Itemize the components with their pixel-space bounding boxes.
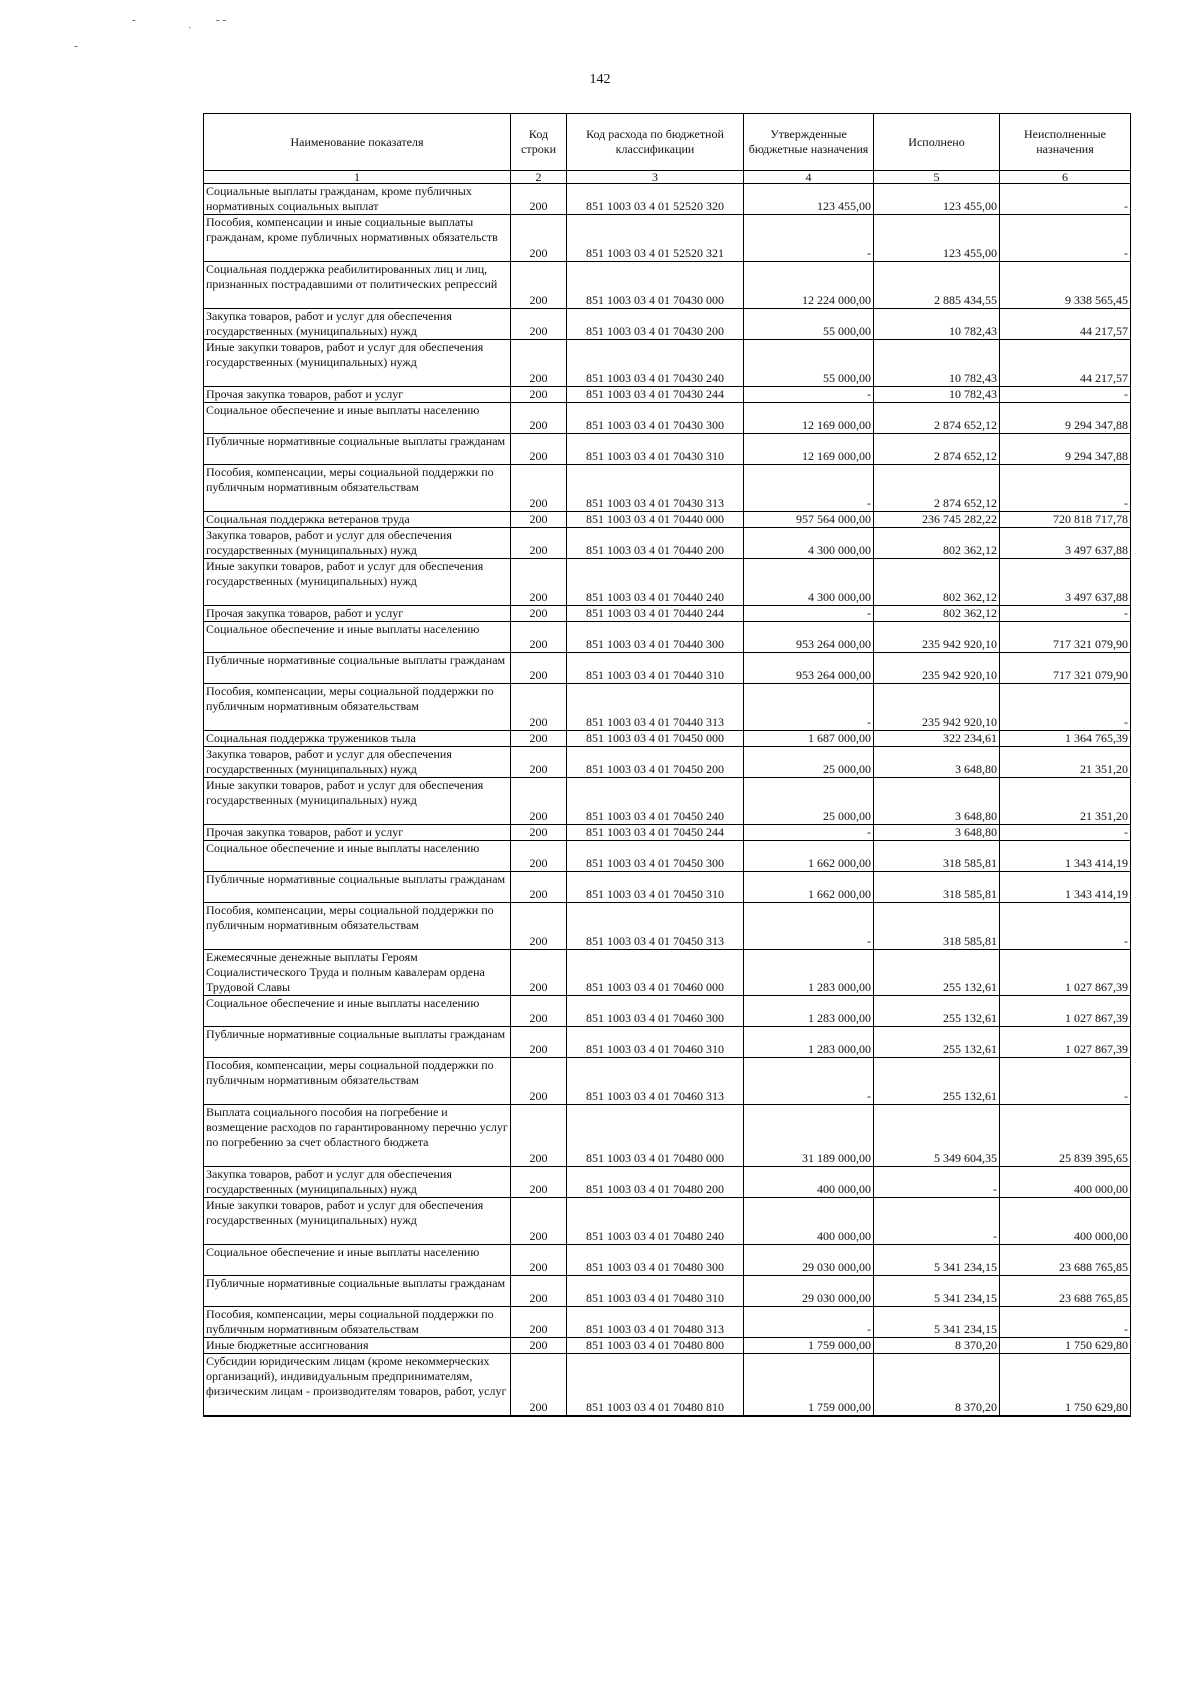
table-row: [204, 528, 1131, 559]
row-classification-cell: 851 1003 03 4 01 70440 200: [567, 528, 744, 559]
page-number: 142: [589, 72, 611, 87]
row-code-cell: 200: [511, 1245, 567, 1276]
table-row: [204, 903, 1131, 950]
row-code-cell: 200: [511, 215, 567, 262]
table-row: [204, 825, 1131, 841]
row-classification-cell: 851 1003 03 4 01 70440 244: [567, 606, 744, 622]
row-executed-cell: 5 341 234,15: [874, 1276, 1000, 1307]
row-code-cell: 200: [511, 1338, 567, 1354]
table-row: [204, 1245, 1131, 1276]
row-name-cell: Пособия, компенсации и иные социальные выплаты гражданам, кроме публичных нормативных обязательств: [204, 215, 511, 262]
row-unexecuted-cell: -: [1000, 387, 1131, 403]
scan-artifact-mark: ˎ: [188, 17, 192, 29]
row-executed-cell: 5 341 234,15: [874, 1307, 1000, 1338]
row-code-cell: 200: [511, 340, 567, 387]
row-unexecuted-cell: 9 294 347,88: [1000, 434, 1131, 465]
row-unexecuted-cell: 717 321 079,90: [1000, 653, 1131, 684]
row-name-cell: Прочая закупка товаров, работ и услуг: [204, 387, 511, 403]
row-approved-cell: 123 455,00: [744, 184, 874, 215]
row-code-cell: 200: [511, 825, 567, 841]
table-row: [204, 465, 1131, 512]
row-approved-cell: 1 283 000,00: [744, 1027, 874, 1058]
row-executed-cell: 318 585,81: [874, 841, 1000, 872]
table-row: [204, 841, 1131, 872]
row-unexecuted-cell: 1 343 414,19: [1000, 841, 1131, 872]
row-unexecuted-cell: -: [1000, 1307, 1131, 1338]
row-name-cell: Выплата социального пособия на погребение и возмещение расходов по гарантированному перечню услуг по погребению за счет областного бюджета: [204, 1105, 511, 1167]
table-row: [204, 996, 1131, 1027]
row-classification-cell: 851 1003 03 4 01 70460 300: [567, 996, 744, 1027]
row-approved-cell: 31 189 000,00: [744, 1105, 874, 1167]
row-executed-cell: 5 341 234,15: [874, 1245, 1000, 1276]
row-name-cell: Иные закупки товаров, работ и услуг для обеспечения государственных (муниципальных) нужд: [204, 778, 511, 825]
row-executed-cell: 8 370,20: [874, 1354, 1000, 1416]
row-approved-cell: 4 300 000,00: [744, 528, 874, 559]
row-unexecuted-cell: 1 364 765,39: [1000, 731, 1131, 747]
row-code-cell: 200: [511, 622, 567, 653]
row-approved-cell: 400 000,00: [744, 1198, 874, 1245]
row-executed-cell: 2 885 434,55: [874, 262, 1000, 309]
row-name-cell: Пособия, компенсации, меры социальной поддержки по публичным нормативным обязательствам: [204, 1058, 511, 1105]
row-code-cell: 200: [511, 1105, 567, 1167]
row-classification-cell: 851 1003 03 4 01 70440 000: [567, 512, 744, 528]
row-approved-cell: 29 030 000,00: [744, 1276, 874, 1307]
row-approved-cell: 25 000,00: [744, 778, 874, 825]
row-unexecuted-cell: 400 000,00: [1000, 1198, 1131, 1245]
row-name-cell: Иные закупки товаров, работ и услуг для обеспечения государственных (муниципальных) нужд: [204, 340, 511, 387]
row-name-cell: Социальная поддержка ветеранов труда: [204, 512, 511, 528]
table-row: [204, 512, 1131, 528]
row-code-cell: 200: [511, 528, 567, 559]
row-code-cell: 200: [511, 731, 567, 747]
row-classification-cell: 851 1003 03 4 01 70430 240: [567, 340, 744, 387]
row-classification-cell: 851 1003 03 4 01 70480 810: [567, 1354, 744, 1416]
row-executed-cell: 10 782,43: [874, 387, 1000, 403]
row-code-cell: 200: [511, 950, 567, 996]
row-executed-cell: 318 585,81: [874, 872, 1000, 903]
row-classification-cell: 851 1003 03 4 01 70450 000: [567, 731, 744, 747]
table-row: [204, 1276, 1131, 1307]
row-executed-cell: 10 782,43: [874, 309, 1000, 340]
row-approved-cell: 55 000,00: [744, 340, 874, 387]
row-classification-cell: 851 1003 03 4 01 70430 244: [567, 387, 744, 403]
row-name-cell: Пособия, компенсации, меры социальной поддержки по публичным нормативным обязательствам: [204, 903, 511, 950]
row-classification-cell: 851 1003 03 4 01 70460 310: [567, 1027, 744, 1058]
row-executed-cell: 123 455,00: [874, 215, 1000, 262]
table-row: [204, 950, 1131, 996]
row-code-cell: 200: [511, 1058, 567, 1105]
table-row: [204, 215, 1131, 262]
row-approved-cell: 1 283 000,00: [744, 950, 874, 996]
row-approved-cell: 12 169 000,00: [744, 434, 874, 465]
row-executed-cell: 235 942 920,10: [874, 684, 1000, 731]
table-row: [204, 434, 1131, 465]
table-row: [204, 1105, 1131, 1167]
row-name-cell: Пособия, компенсации, меры социальной поддержки по публичным нормативным обязательствам: [204, 684, 511, 731]
row-code-cell: 200: [511, 465, 567, 512]
row-classification-cell: 851 1003 03 4 01 70450 240: [567, 778, 744, 825]
row-name-cell: Социальное обеспечение и иные выплаты населению: [204, 841, 511, 872]
scan-artifact-mark: -: [74, 40, 78, 52]
row-name-cell: Социальное обеспечение и иные выплаты населению: [204, 996, 511, 1027]
row-code-cell: 200: [511, 747, 567, 778]
row-executed-cell: 235 942 920,10: [874, 622, 1000, 653]
row-approved-cell: -: [744, 825, 874, 841]
row-executed-cell: 10 782,43: [874, 340, 1000, 387]
row-code-cell: 200: [511, 841, 567, 872]
row-classification-cell: 851 1003 03 4 01 70480 200: [567, 1167, 744, 1198]
row-name-cell: Публичные нормативные социальные выплаты гражданам: [204, 653, 511, 684]
row-code-cell: 200: [511, 184, 567, 215]
row-executed-cell: 123 455,00: [874, 184, 1000, 215]
column-number: 3: [567, 171, 744, 184]
row-name-cell: Закупка товаров, работ и услуг для обеспечения государственных (муниципальных) нужд: [204, 1167, 511, 1198]
row-code-cell: 200: [511, 309, 567, 340]
row-classification-cell: 851 1003 03 4 01 70440 300: [567, 622, 744, 653]
row-code-cell: 200: [511, 403, 567, 434]
row-executed-cell: 802 362,12: [874, 528, 1000, 559]
row-code-cell: 200: [511, 434, 567, 465]
budget-execution-table: [203, 113, 1131, 1417]
row-name-cell: Публичные нормативные социальные выплаты гражданам: [204, 1276, 511, 1307]
row-approved-cell: -: [744, 1307, 874, 1338]
row-unexecuted-cell: 9 338 565,45: [1000, 262, 1131, 309]
row-name-cell: Ежемесячные денежные выплаты Героям Социалистического Труда и полным кавалерам ордена Трудовой Славы: [204, 950, 511, 996]
row-executed-cell: 322 234,61: [874, 731, 1000, 747]
row-executed-cell: 255 132,61: [874, 1027, 1000, 1058]
table-row: [204, 387, 1131, 403]
row-executed-cell: 235 942 920,10: [874, 653, 1000, 684]
row-code-cell: 200: [511, 1027, 567, 1058]
table-row: [204, 1307, 1131, 1338]
table-row: [204, 309, 1131, 340]
row-classification-cell: 851 1003 03 4 01 70480 800: [567, 1338, 744, 1354]
row-approved-cell: -: [744, 215, 874, 262]
row-unexecuted-cell: 717 321 079,90: [1000, 622, 1131, 653]
column-number: 2: [511, 171, 567, 184]
row-approved-cell: -: [744, 684, 874, 731]
row-approved-cell: 957 564 000,00: [744, 512, 874, 528]
row-name-cell: Закупка товаров, работ и услуг для обеспечения государственных (муниципальных) нужд: [204, 747, 511, 778]
header-unexecuted: Неисполненные назначения: [1000, 114, 1131, 171]
row-code-cell: 200: [511, 387, 567, 403]
column-number: 5: [874, 171, 1000, 184]
table-row: [204, 1198, 1131, 1245]
table-row: [204, 653, 1131, 684]
header-executed: Исполнено: [874, 114, 1000, 171]
table-row: [204, 747, 1131, 778]
row-approved-cell: 400 000,00: [744, 1167, 874, 1198]
column-number-row: [204, 171, 1131, 184]
table-row: [204, 340, 1131, 387]
row-unexecuted-cell: 1 027 867,39: [1000, 950, 1131, 996]
row-approved-cell: 1 687 000,00: [744, 731, 874, 747]
scan-artifact-mark: -: [132, 14, 136, 26]
row-executed-cell: 5 349 604,35: [874, 1105, 1000, 1167]
row-code-cell: 200: [511, 903, 567, 950]
row-name-cell: Иные закупки товаров, работ и услуг для обеспечения государственных (муниципальных) нужд: [204, 559, 511, 606]
row-approved-cell: -: [744, 1058, 874, 1105]
row-classification-cell: 851 1003 03 4 01 70430 200: [567, 309, 744, 340]
table-body: [204, 184, 1131, 1416]
row-classification-cell: 851 1003 03 4 01 70450 200: [567, 747, 744, 778]
row-classification-cell: 851 1003 03 4 01 70430 000: [567, 262, 744, 309]
row-classification-cell: 851 1003 03 4 01 70430 310: [567, 434, 744, 465]
row-executed-cell: 236 745 282,22: [874, 512, 1000, 528]
row-code-cell: 200: [511, 1307, 567, 1338]
row-unexecuted-cell: -: [1000, 215, 1131, 262]
row-executed-cell: 3 648,80: [874, 825, 1000, 841]
table-row: [204, 1058, 1131, 1105]
header-approved: Утвержденные бюджетные назначения: [744, 114, 874, 171]
row-approved-cell: 29 030 000,00: [744, 1245, 874, 1276]
row-approved-cell: 4 300 000,00: [744, 559, 874, 606]
row-classification-cell: 851 1003 03 4 01 70450 300: [567, 841, 744, 872]
row-name-cell: Публичные нормативные социальные выплаты гражданам: [204, 872, 511, 903]
row-classification-cell: 851 1003 03 4 01 70480 313: [567, 1307, 744, 1338]
row-executed-cell: 8 370,20: [874, 1338, 1000, 1354]
column-number: 6: [1000, 171, 1131, 184]
row-unexecuted-cell: 3 497 637,88: [1000, 559, 1131, 606]
row-name-cell: Закупка товаров, работ и услуг для обеспечения государственных (муниципальных) нужд: [204, 309, 511, 340]
table-row: [204, 1027, 1131, 1058]
row-name-cell: Закупка товаров, работ и услуг для обеспечения государственных (муниципальных) нужд: [204, 528, 511, 559]
row-executed-cell: -: [874, 1167, 1000, 1198]
row-unexecuted-cell: -: [1000, 903, 1131, 950]
row-name-cell: Публичные нормативные социальные выплаты гражданам: [204, 1027, 511, 1058]
row-unexecuted-cell: 21 351,20: [1000, 747, 1131, 778]
row-unexecuted-cell: 3 497 637,88: [1000, 528, 1131, 559]
row-name-cell: Иные закупки товаров, работ и услуг для обеспечения государственных (муниципальных) нужд: [204, 1198, 511, 1245]
row-executed-cell: 2 874 652,12: [874, 465, 1000, 512]
row-code-cell: 200: [511, 559, 567, 606]
row-approved-cell: 12 224 000,00: [744, 262, 874, 309]
row-classification-cell: 851 1003 03 4 01 52520 320: [567, 184, 744, 215]
table-row: [204, 559, 1131, 606]
row-unexecuted-cell: 25 839 395,65: [1000, 1105, 1131, 1167]
row-approved-cell: 1 662 000,00: [744, 841, 874, 872]
row-unexecuted-cell: 21 351,20: [1000, 778, 1131, 825]
row-unexecuted-cell: 44 217,57: [1000, 309, 1131, 340]
row-approved-cell: 953 264 000,00: [744, 622, 874, 653]
row-approved-cell: 953 264 000,00: [744, 653, 874, 684]
row-name-cell: Социальная поддержка тружеников тыла: [204, 731, 511, 747]
row-name-cell: Социальное обеспечение и иные выплаты населению: [204, 622, 511, 653]
row-classification-cell: 851 1003 03 4 01 70430 313: [567, 465, 744, 512]
row-unexecuted-cell: 9 294 347,88: [1000, 403, 1131, 434]
row-classification-cell: 851 1003 03 4 01 70480 000: [567, 1105, 744, 1167]
row-name-cell: Иные бюджетные ассигнования: [204, 1338, 511, 1354]
table-row: [204, 684, 1131, 731]
row-code-cell: 200: [511, 1354, 567, 1416]
table-row: [204, 1167, 1131, 1198]
row-unexecuted-cell: 1 750 629,80: [1000, 1354, 1131, 1416]
table-row: [204, 622, 1131, 653]
row-code-cell: 200: [511, 1276, 567, 1307]
row-approved-cell: 55 000,00: [744, 309, 874, 340]
row-unexecuted-cell: 1 750 629,80: [1000, 1338, 1131, 1354]
row-approved-cell: 1 662 000,00: [744, 872, 874, 903]
row-executed-cell: 802 362,12: [874, 606, 1000, 622]
row-unexecuted-cell: 23 688 765,85: [1000, 1245, 1131, 1276]
row-code-cell: 200: [511, 778, 567, 825]
row-name-cell: Прочая закупка товаров, работ и услуг: [204, 606, 511, 622]
row-executed-cell: 802 362,12: [874, 559, 1000, 606]
row-code-cell: 200: [511, 684, 567, 731]
row-executed-cell: 255 132,61: [874, 1058, 1000, 1105]
row-classification-cell: 851 1003 03 4 01 70460 313: [567, 1058, 744, 1105]
row-classification-cell: 851 1003 03 4 01 70430 300: [567, 403, 744, 434]
row-unexecuted-cell: 1 343 414,19: [1000, 872, 1131, 903]
row-approved-cell: 1 759 000,00: [744, 1338, 874, 1354]
row-executed-cell: 3 648,80: [874, 747, 1000, 778]
table-row: [204, 1354, 1131, 1416]
row-approved-cell: 12 169 000,00: [744, 403, 874, 434]
row-executed-cell: 2 874 652,12: [874, 403, 1000, 434]
row-classification-cell: 851 1003 03 4 01 70440 240: [567, 559, 744, 606]
row-approved-cell: 1 759 000,00: [744, 1354, 874, 1416]
row-code-cell: 200: [511, 996, 567, 1027]
row-name-cell: Социальные выплаты гражданам, кроме публичных нормативных социальных выплат: [204, 184, 511, 215]
row-classification-cell: 851 1003 03 4 01 52520 321: [567, 215, 744, 262]
row-classification-cell: 851 1003 03 4 01 70440 310: [567, 653, 744, 684]
row-classification-cell: 851 1003 03 4 01 70440 313: [567, 684, 744, 731]
table-row: [204, 778, 1131, 825]
row-classification-cell: 851 1003 03 4 01 70460 000: [567, 950, 744, 996]
row-unexecuted-cell: -: [1000, 684, 1131, 731]
row-classification-cell: 851 1003 03 4 01 70450 313: [567, 903, 744, 950]
row-name-cell: Социальная поддержка реабилитированных лиц и лиц, признанных пострадавшими от политических репрессий: [204, 262, 511, 309]
header-budget-classification: Код расхода по бюджетной классификации: [567, 114, 744, 171]
row-approved-cell: -: [744, 903, 874, 950]
row-code-cell: 200: [511, 872, 567, 903]
row-code-cell: 200: [511, 1198, 567, 1245]
table-row: [204, 184, 1131, 215]
row-name-cell: Прочая закупка товаров, работ и услуг: [204, 825, 511, 841]
header-line-code: Код строки: [511, 114, 567, 171]
row-unexecuted-cell: -: [1000, 1058, 1131, 1105]
column-number: 1: [204, 171, 511, 184]
row-code-cell: 200: [511, 512, 567, 528]
row-approved-cell: -: [744, 387, 874, 403]
header-row: [204, 114, 1131, 171]
row-classification-cell: 851 1003 03 4 01 70480 240: [567, 1198, 744, 1245]
row-unexecuted-cell: 400 000,00: [1000, 1167, 1131, 1198]
table-row: [204, 872, 1131, 903]
row-name-cell: Социальное обеспечение и иные выплаты населению: [204, 403, 511, 434]
column-number: 4: [744, 171, 874, 184]
row-approved-cell: -: [744, 465, 874, 512]
row-executed-cell: 2 874 652,12: [874, 434, 1000, 465]
row-classification-cell: 851 1003 03 4 01 70480 310: [567, 1276, 744, 1307]
row-unexecuted-cell: 23 688 765,85: [1000, 1276, 1131, 1307]
table-row: [204, 1338, 1131, 1354]
row-approved-cell: 25 000,00: [744, 747, 874, 778]
row-name-cell: Социальное обеспечение и иные выплаты населению: [204, 1245, 511, 1276]
row-executed-cell: 255 132,61: [874, 950, 1000, 996]
row-executed-cell: -: [874, 1198, 1000, 1245]
row-name-cell: Пособия, компенсации, меры социальной поддержки по публичным нормативным обязательствам: [204, 1307, 511, 1338]
scan-artifact-mark: - -: [216, 14, 227, 26]
row-classification-cell: 851 1003 03 4 01 70480 300: [567, 1245, 744, 1276]
row-unexecuted-cell: 1 027 867,39: [1000, 996, 1131, 1027]
table-row: [204, 262, 1131, 309]
row-executed-cell: 255 132,61: [874, 996, 1000, 1027]
header-indicator-name: Наименование показателя: [204, 114, 511, 171]
row-unexecuted-cell: 720 818 717,78: [1000, 512, 1131, 528]
row-code-cell: 200: [511, 653, 567, 684]
row-approved-cell: -: [744, 606, 874, 622]
row-code-cell: 200: [511, 606, 567, 622]
row-unexecuted-cell: 44 217,57: [1000, 340, 1131, 387]
row-name-cell: Публичные нормативные социальные выплаты гражданам: [204, 434, 511, 465]
row-unexecuted-cell: -: [1000, 184, 1131, 215]
row-code-cell: 200: [511, 1167, 567, 1198]
row-executed-cell: 3 648,80: [874, 778, 1000, 825]
row-executed-cell: 318 585,81: [874, 903, 1000, 950]
table-row: [204, 403, 1131, 434]
row-unexecuted-cell: 1 027 867,39: [1000, 1027, 1131, 1058]
table-row: [204, 731, 1131, 747]
row-approved-cell: 1 283 000,00: [744, 996, 874, 1027]
row-name-cell: Субсидии юридическим лицам (кроме некоммерческих организаций), индивидуальным предпринимателям, физическим лицам - производителям товаров, работ, услуг: [204, 1354, 511, 1416]
row-name-cell: Пособия, компенсации, меры социальной поддержки по публичным нормативным обязательствам: [204, 465, 511, 512]
row-unexecuted-cell: -: [1000, 465, 1131, 512]
row-unexecuted-cell: -: [1000, 825, 1131, 841]
row-unexecuted-cell: -: [1000, 606, 1131, 622]
row-code-cell: 200: [511, 262, 567, 309]
row-classification-cell: 851 1003 03 4 01 70450 244: [567, 825, 744, 841]
row-classification-cell: 851 1003 03 4 01 70450 310: [567, 872, 744, 903]
table-row: [204, 606, 1131, 622]
